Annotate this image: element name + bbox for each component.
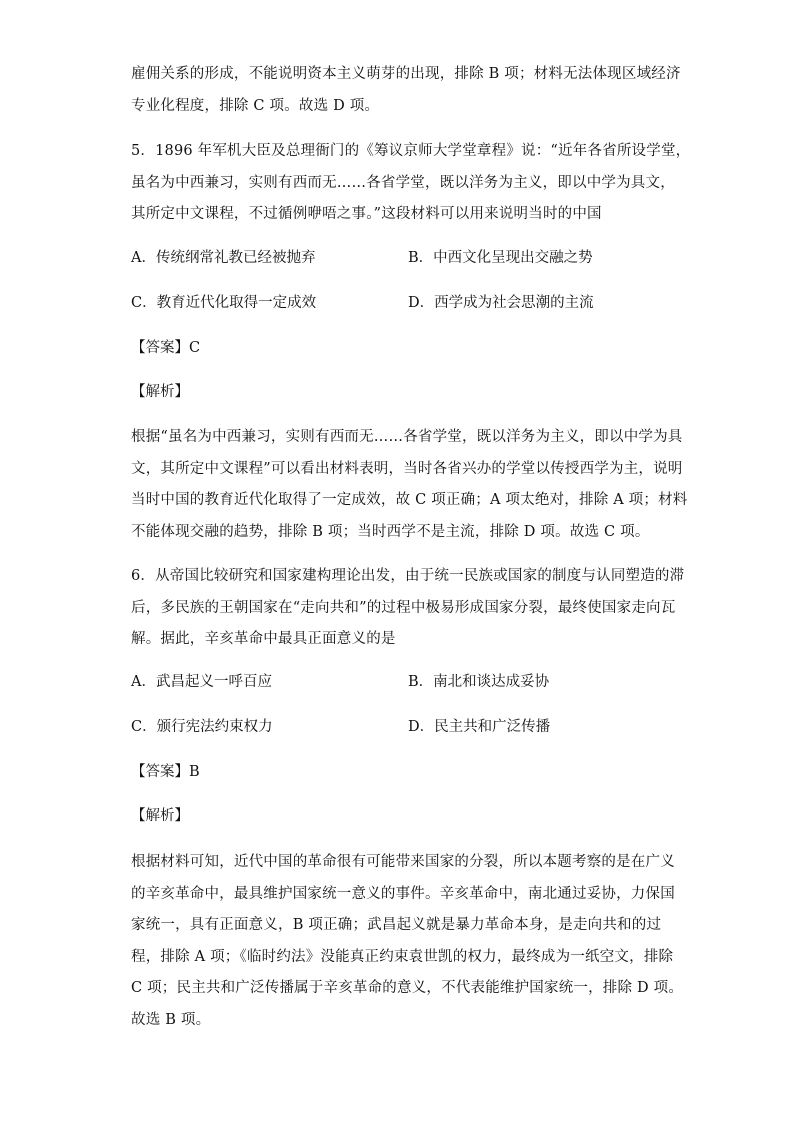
analysis-line: C 项；民主共和广泛传播属于辛亥革命的意义，不代表能维护国家统一，排除 D 项。 bbox=[131, 980, 684, 996]
analysis-line: 根据“虽名为中西兼习，实则有西而无……各省学堂，既以洋务为主义，即以中学为具 bbox=[131, 429, 683, 445]
analysis-line: 不能体现交融的趋势，排除 B 项；当时西学不是主流，排除 D 项。故选 C 项。 bbox=[131, 523, 650, 540]
option-a: A．传统纲常礼教已经被抛弃 bbox=[131, 250, 316, 266]
question-5-analysis bbox=[131, 422, 688, 548]
question-6-analysis-label: 【解析】 bbox=[131, 808, 189, 824]
question-line: 虽名为中西兼习，实则有西而无……各省学堂，既以洋务为主义，即以中学为具文， bbox=[131, 174, 675, 191]
question-line: 解。据此，辛亥革命中最具正面意义的是 bbox=[131, 631, 396, 647]
question-line: 其所定中文课程，不过循例咿唔之事。”这段材料可以用来说明当时的中国 bbox=[131, 206, 602, 222]
question-line: 5．1896 年军机大臣及总理衙门的《筹议京师大学堂章程》说：“近年各省所设学堂， bbox=[131, 143, 691, 159]
question-6-answer: 【答案】B bbox=[131, 764, 200, 780]
paragraph-line: 专业化程度，排除 C 项。故选 D 项。 bbox=[131, 97, 380, 114]
analysis-line: 程，排除 A 项；《临时约法》没能真正约束袁世凯的权力，最终成为一纸空文，排除 bbox=[131, 948, 674, 965]
option-a: A．武昌起义一呼百应 bbox=[131, 674, 272, 690]
analysis-line: 故选 B 项。 bbox=[131, 1011, 211, 1028]
question-5-answer: 【答案】C bbox=[131, 340, 201, 356]
option-d: D．民主共和广泛传播 bbox=[408, 719, 551, 735]
analysis-line: 文，其所定中文课程”可以看出材料表明，当时各省兴办的学堂以传授西学为主，说明 bbox=[131, 460, 683, 477]
analysis-line: 当时中国的教育近代化取得了一定成效，故 C 项正确；A 项太绝对，排除 A 项；材料 bbox=[131, 492, 688, 508]
option-c: C．教育近代化取得一定成效 bbox=[131, 295, 317, 311]
question-6-options-row-1 bbox=[131, 670, 663, 694]
question-6-stem bbox=[131, 561, 685, 656]
question-line: 后，多民族的王朝国家在“走向共和”的过程中极易形成国家分裂，最终使国家走向瓦 bbox=[131, 599, 676, 616]
option-d: D．西学成为社会思潮的主流 bbox=[408, 295, 594, 311]
question-6-analysis bbox=[131, 847, 684, 1036]
option-b: B．中西文化呈现出交融之势 bbox=[408, 250, 593, 266]
analysis-line: 的辛亥革命中，最具维护国家统一意义的事件。辛亥革命中，南北通过妥协，力保国 bbox=[131, 885, 675, 902]
question-line: 6．从帝国比较研究和国家建构理论出发，由于统一民族或国家的制度与认同塑造的滞 bbox=[131, 568, 685, 584]
paragraph-line: 雇佣关系的形成，不能说明资本主义萌芽的出现，排除 B 项；材料无法体现区域经济 bbox=[131, 66, 681, 82]
prev-explanation-tail bbox=[131, 59, 681, 122]
question-5-stem bbox=[131, 136, 691, 231]
question-5-options-row-2 bbox=[131, 291, 663, 315]
analysis-line: 根据材料可知，近代中国的革命很有可能带来国家的分裂，所以本题考察的是在广义 bbox=[131, 854, 675, 870]
question-6-options-row-2 bbox=[131, 715, 663, 739]
option-b: B．南北和谈达成妥协 bbox=[408, 674, 550, 690]
option-c: C．颁行宪法约束权力 bbox=[131, 719, 273, 735]
analysis-line: 家统一，具有正面意义，B 项正确；武昌起义就是暴力革命本身，是走向共和的过 bbox=[131, 917, 662, 933]
question-5-options-row-1 bbox=[131, 246, 663, 270]
question-5-analysis-label: 【解析】 bbox=[131, 384, 189, 400]
